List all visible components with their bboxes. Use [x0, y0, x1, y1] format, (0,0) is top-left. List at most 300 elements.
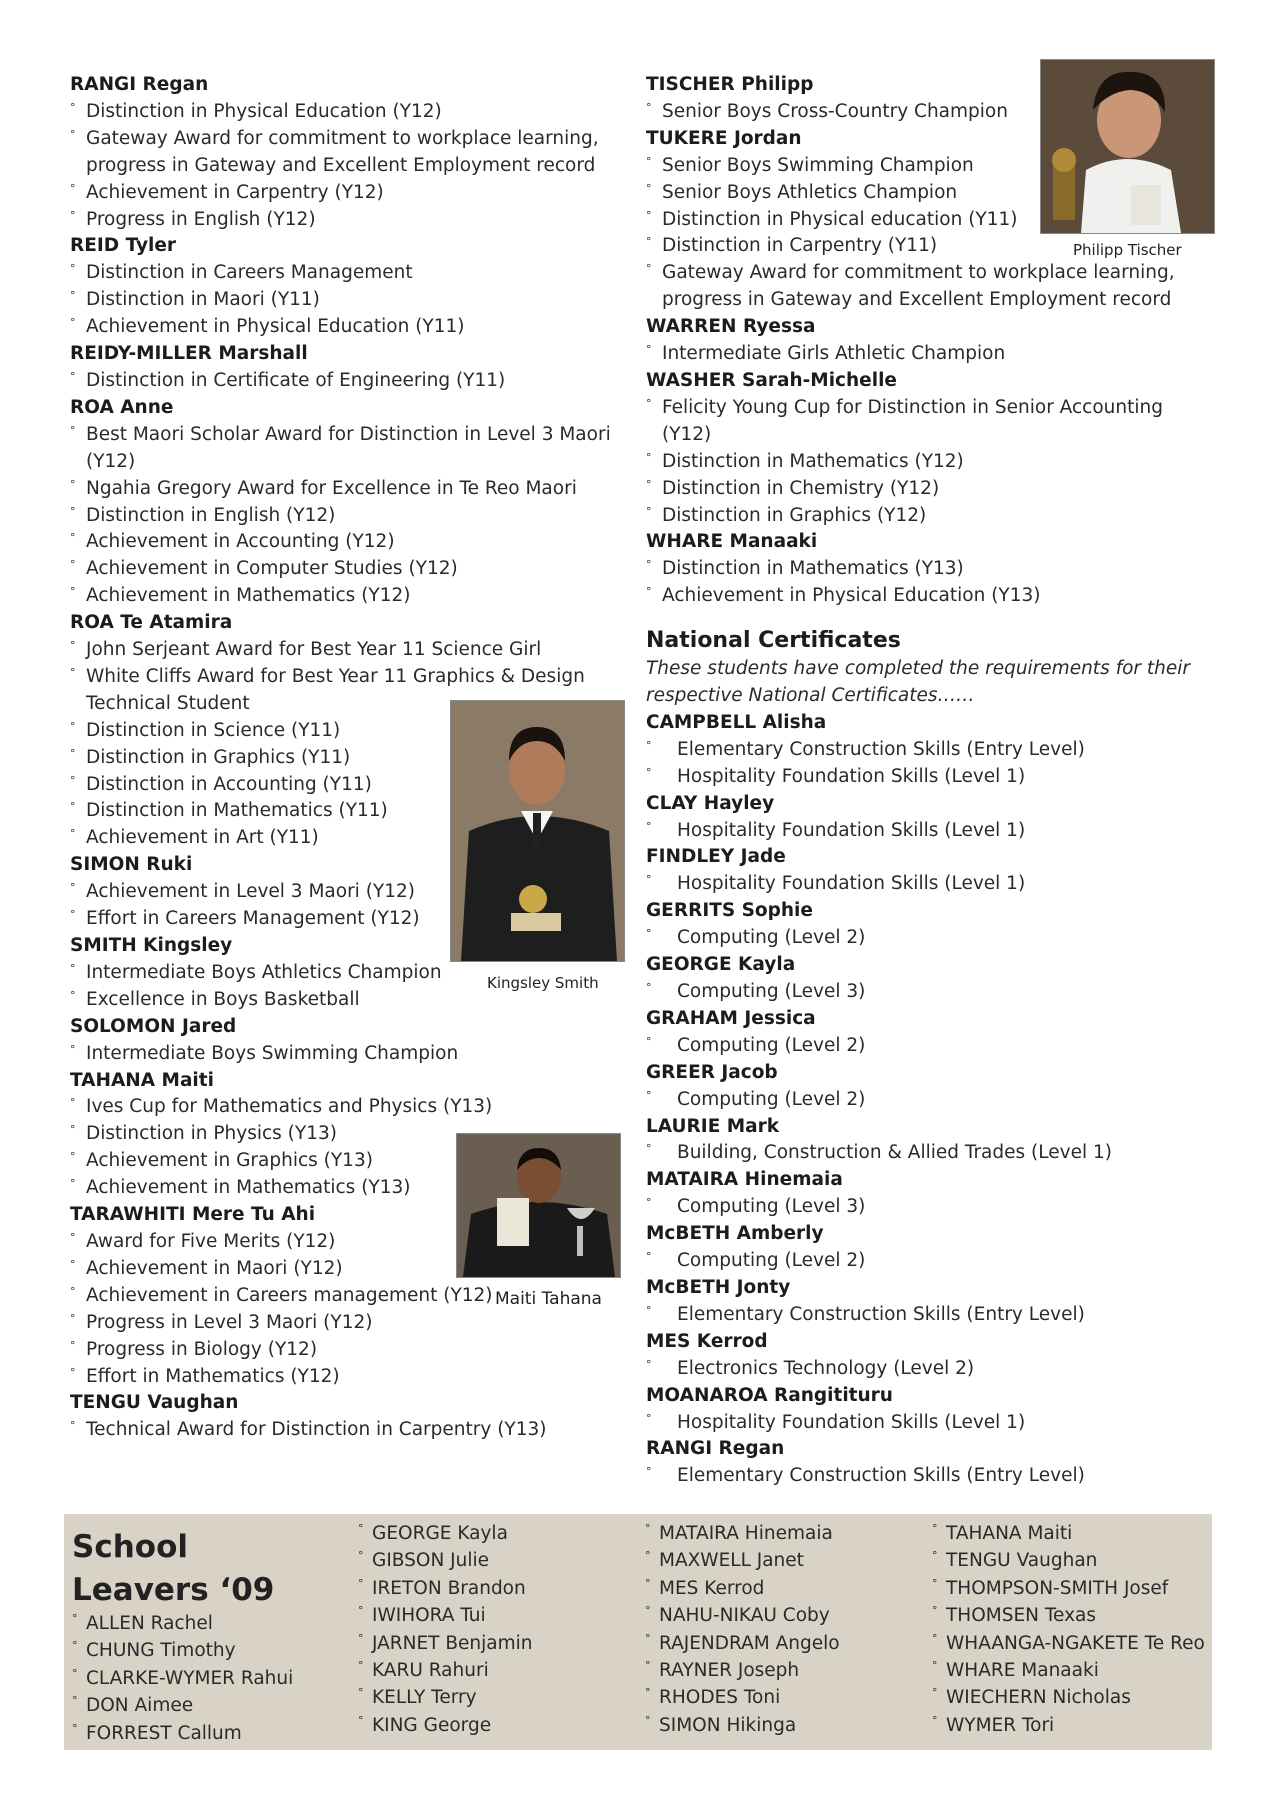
award-item-text: Intermediate Girls Athletic Champion — [662, 343, 1006, 365]
award-item-text: Distinction in Mathematics (Y13) — [662, 558, 964, 580]
leaver-name: KELLY Terry — [372, 1687, 477, 1709]
bullet-icon: ° — [358, 1604, 364, 1618]
certificate-item-text: Computing (Level 2) — [677, 1034, 866, 1056]
bullet-icon: ° — [70, 1284, 76, 1298]
leaver-item — [358, 1547, 533, 1574]
leaver-name: RHODES Toni — [659, 1687, 781, 1709]
award-item — [70, 1337, 630, 1364]
bullet-icon: ° — [645, 1576, 651, 1590]
leaver-item — [645, 1547, 840, 1574]
student-name: MOANAROA Rangitituru — [646, 1384, 893, 1406]
bullet-icon: ° — [70, 1311, 76, 1325]
bullet-icon: ° — [72, 1639, 78, 1653]
leaver-item — [932, 1575, 1205, 1602]
student-name: McBETH Amberly — [646, 1223, 824, 1245]
bullet-icon: ° — [932, 1686, 938, 1700]
bullet-icon: ° — [646, 1357, 652, 1371]
award-item — [70, 180, 630, 207]
student-name: REIDY-MILLER Marshall — [70, 343, 308, 365]
certificate-item-text: Hospitality Foundation Skills (Level 1) — [677, 765, 1026, 787]
leaver-name: RAJENDRAM Angelo — [659, 1632, 840, 1654]
student-name: CAMPBELL Alisha — [646, 711, 827, 733]
bullet-icon: ° — [646, 873, 652, 887]
bullet-icon: ° — [646, 738, 652, 752]
bullet-icon: ° — [70, 908, 76, 922]
bullet-icon: ° — [70, 477, 76, 491]
bullet-icon: ° — [70, 1419, 76, 1433]
bullet-icon: ° — [646, 585, 652, 599]
award-item — [646, 556, 1206, 583]
bullet-icon: ° — [70, 369, 76, 383]
bullet-icon: ° — [645, 1549, 651, 1563]
award-item — [70, 1417, 630, 1444]
bullet-icon: ° — [932, 1549, 938, 1563]
award-item-text: Distinction in Carpentry (Y11) — [662, 235, 938, 257]
award-item-text: Gateway Award for commitment to workplace learning, progress in Gateway and Excellent Employment record — [86, 127, 599, 176]
certificate-item-text: Electronics Technology (Level 2) — [677, 1357, 975, 1379]
leaver-item — [72, 1692, 293, 1719]
leaver-item — [358, 1712, 533, 1739]
student-name: MATAIRA Hinemaia — [646, 1169, 843, 1191]
bullet-icon: ° — [645, 1686, 651, 1700]
bullet-icon: ° — [646, 208, 652, 222]
certificate-item — [646, 818, 1206, 845]
school-leavers-title-line2: Leavers ‘09 — [72, 1572, 275, 1608]
bullet-icon: ° — [70, 881, 76, 895]
award-item-text: Award for Five Merits (Y12) — [86, 1230, 336, 1252]
bullet-icon: ° — [358, 1686, 364, 1700]
bullet-icon: ° — [70, 961, 76, 975]
award-item-text: Felicity Young Cup for Distinction in Senior Accounting (Y12) — [662, 396, 1163, 445]
award-item — [646, 476, 1206, 503]
bullet-icon: ° — [646, 154, 652, 168]
student-name: WARREN Ryessa — [646, 316, 816, 338]
student-name: WHARE Manaaki — [646, 531, 818, 553]
bullet-icon: ° — [70, 181, 76, 195]
bullet-icon: ° — [70, 639, 76, 653]
leaver-name: FORREST Callum — [86, 1722, 242, 1744]
leaver-name: KING George — [372, 1714, 492, 1736]
bullet-icon: ° — [72, 1721, 78, 1735]
leaver-item — [932, 1520, 1205, 1547]
student-name: RANGI Regan — [70, 74, 209, 95]
bullet-icon: ° — [646, 1303, 652, 1317]
leaver-name: WIECHERN Nicholas — [946, 1687, 1131, 1709]
bullet-icon: ° — [358, 1713, 364, 1727]
maiti-tahana-photo — [456, 1133, 621, 1278]
certificate-item — [646, 1356, 1206, 1383]
award-item-text: Distinction in Mathematics (Y12) — [662, 450, 964, 472]
bullet-icon: ° — [70, 504, 76, 518]
award-item-text: Achievement in Level 3 Maori (Y12) — [86, 881, 415, 903]
leaver-name: SIMON Hikinga — [659, 1714, 797, 1736]
bullet-icon: ° — [646, 100, 652, 114]
student-name: McBETH Jonty — [646, 1276, 791, 1298]
award-item-text: Achievement in Graphics (Y13) — [86, 1150, 373, 1172]
award-item — [70, 583, 630, 610]
leaver-name: ALLEN Rachel — [86, 1613, 213, 1634]
award-item-text: Senior Boys Athletics Champion — [662, 181, 958, 203]
bullet-icon: ° — [358, 1549, 364, 1563]
leaver-name: MES Kerrod — [659, 1577, 765, 1599]
bullet-icon: ° — [70, 988, 76, 1002]
certificate-item — [646, 1410, 1206, 1437]
leaver-item — [645, 1575, 840, 1602]
leaver-item — [72, 1665, 293, 1692]
bullet-icon: ° — [932, 1576, 938, 1590]
award-item-text: John Serjeant Award for Best Year 11 Science Girl — [86, 639, 542, 661]
bullet-icon: ° — [932, 1604, 938, 1618]
bullet-icon: ° — [358, 1659, 364, 1673]
award-item-text: Ives Cup for Mathematics and Physics (Y13) — [86, 1096, 493, 1118]
leaver-item — [645, 1657, 840, 1684]
student-name: CLAY Hayley — [646, 792, 775, 814]
certificate-item-text: Hospitality Foundation Skills (Level 1) — [677, 873, 1026, 895]
certificate-item — [646, 1087, 1206, 1114]
certificate-item — [646, 1302, 1206, 1329]
bullet-icon: ° — [70, 100, 76, 114]
award-item-text: Distinction in Accounting (Y11) — [86, 773, 372, 795]
award-item — [646, 341, 1206, 368]
certificate-item — [646, 871, 1206, 898]
award-item — [70, 1094, 630, 1121]
award-item — [70, 314, 630, 341]
award-item — [70, 1041, 630, 1068]
leavers-column-4 — [932, 1520, 1205, 1739]
bullet-icon: ° — [72, 1666, 78, 1680]
certificate-item-text: Hospitality Foundation Skills (Level 1) — [677, 1411, 1026, 1433]
leaver-name: RAYNER Joseph — [659, 1660, 800, 1682]
award-item — [70, 422, 630, 476]
bullet-icon: ° — [70, 665, 76, 679]
award-item — [70, 1364, 630, 1391]
award-item — [70, 207, 630, 234]
certificate-item-text: Elementary Construction Skills (Entry Level) — [677, 1465, 1085, 1487]
school-leavers-box — [64, 1514, 1212, 1750]
bullet-icon: ° — [70, 585, 76, 599]
right-column — [646, 72, 1206, 1490]
bullet-icon: ° — [70, 746, 76, 760]
award-item — [646, 260, 1206, 314]
bullet-icon: ° — [646, 504, 652, 518]
student-name: RANGI Regan — [646, 1438, 785, 1460]
bullet-icon: ° — [646, 765, 652, 779]
certificate-item-text: Elementary Construction Skills (Entry Level) — [677, 738, 1085, 760]
leaver-name: THOMPSON-SMITH Josef — [946, 1577, 1169, 1599]
maiti-tahana-image — [457, 1134, 620, 1277]
award-item — [70, 1310, 630, 1337]
leaver-item — [72, 1720, 293, 1747]
certificate-item-text: Computing (Level 3) — [677, 981, 866, 1002]
bullet-icon: ° — [932, 1713, 938, 1727]
bullet-icon: ° — [646, 343, 652, 357]
bullet-icon: ° — [70, 719, 76, 733]
leaver-item — [358, 1520, 533, 1547]
award-item-text: Intermediate Boys Athletics Champion — [86, 961, 442, 983]
bullet-icon: ° — [70, 773, 76, 787]
bullet-icon: ° — [645, 1604, 651, 1618]
student-name: REID Tyler — [70, 235, 177, 257]
bullet-icon: ° — [646, 1034, 652, 1048]
student-name: TUKERE Jordan — [646, 127, 802, 149]
bullet-icon: ° — [358, 1631, 364, 1645]
leaver-item — [932, 1657, 1205, 1684]
award-item-text: Ngahia Gregory Award for Excellence in Te Reo Maori — [86, 477, 577, 499]
bullet-icon: ° — [70, 289, 76, 303]
award-item-text: Distinction in Graphics (Y12) — [662, 504, 927, 526]
leaver-item — [932, 1602, 1205, 1629]
award-item-text: Distinction in Mathematics (Y11) — [86, 800, 388, 822]
award-item-text: Distinction in Careers Management — [86, 262, 413, 284]
bullet-icon: ° — [70, 1042, 76, 1056]
student-name: TISCHER Philipp — [646, 74, 814, 95]
award-item — [70, 99, 630, 126]
award-item-text: Achievement in Maori (Y12) — [86, 1257, 343, 1279]
award-item-text: White Cliffs Award for Best Year 11 Graphics & Design Technical Student — [86, 665, 585, 714]
leaver-item — [358, 1630, 533, 1657]
kingsley-smith-caption: Kingsley Smith — [487, 974, 599, 992]
award-item — [646, 395, 1206, 449]
student-name: SIMON Ruki — [70, 854, 193, 876]
leaver-item — [645, 1630, 840, 1657]
certificate-item — [646, 1033, 1206, 1060]
award-item-text: Achievement in Mathematics (Y12) — [86, 585, 411, 607]
award-item-text: Intermediate Boys Swimming Champion — [86, 1042, 459, 1064]
certificate-item-text: Computing (Level 2) — [677, 1088, 866, 1110]
award-item-text: Achievement in Accounting (Y12) — [86, 531, 395, 553]
award-item-text: Best Maori Scholar Award for Distinction in Level 3 Maori (Y12) — [86, 423, 611, 472]
bullet-icon: ° — [646, 1142, 652, 1156]
student-name: SMITH Kingsley — [70, 935, 233, 956]
bullet-icon: ° — [932, 1522, 938, 1535]
bullet-icon: ° — [646, 1088, 652, 1102]
award-item — [70, 637, 630, 664]
kingsley-smith-photo — [450, 700, 625, 962]
bullet-icon: ° — [70, 423, 76, 437]
leaver-name: MAXWELL Janet — [659, 1550, 804, 1572]
school-leavers-title — [72, 1526, 274, 1612]
philipp-tischer-image — [1041, 60, 1214, 233]
maiti-tahana-caption: Maiti Tahana — [495, 1289, 602, 1309]
certificate-item-text: Computing (Level 2) — [677, 1250, 866, 1272]
leaver-name: MATAIRA Hinemaia — [659, 1523, 833, 1544]
bullet-icon: ° — [646, 927, 652, 941]
award-item — [70, 126, 630, 180]
philipp-tischer-caption: Philipp Tischer — [1073, 241, 1182, 259]
leaver-item — [358, 1657, 533, 1684]
student-name: FINDLEY Jade — [646, 846, 786, 868]
student-name: TENGU Vaughan — [70, 1392, 239, 1414]
award-item — [646, 449, 1206, 476]
leaver-name: DON Aimee — [86, 1695, 194, 1717]
award-item-text: Distinction in English (Y12) — [86, 504, 336, 526]
leaver-item — [932, 1712, 1205, 1739]
bullet-icon: ° — [70, 827, 76, 841]
award-item-text: Distinction in Science (Y11) — [86, 719, 341, 741]
leaver-item — [645, 1712, 840, 1739]
bullet-icon: ° — [70, 558, 76, 572]
leavers-column-2 — [358, 1520, 533, 1739]
award-item — [70, 260, 630, 287]
award-item-text: Achievement in Art (Y11) — [86, 827, 319, 849]
leavers-column-1 — [72, 1610, 293, 1747]
student-name: TARAWHITI Mere Tu Ahi — [70, 1204, 316, 1226]
leaver-name: JARNET Benjamin — [372, 1632, 533, 1654]
leaver-name: IWIHORA Tui — [372, 1605, 486, 1627]
leaver-item — [645, 1684, 840, 1711]
certificate-item-text: Computing (Level 2) — [677, 927, 866, 949]
bullet-icon: ° — [645, 1631, 651, 1645]
award-item — [70, 287, 630, 314]
leaver-item — [72, 1637, 293, 1664]
award-item-text: Distinction in Physical education (Y11) — [662, 208, 1018, 230]
bullet-icon: ° — [646, 558, 652, 572]
award-item-text: Achievement in Computer Studies (Y12) — [86, 558, 458, 580]
student-name: GREER Jacob — [646, 1061, 778, 1083]
student-name: WASHER Sarah-Michelle — [646, 369, 897, 391]
bullet-icon: ° — [70, 1230, 76, 1244]
leaver-name: WYMER Tori — [946, 1714, 1055, 1736]
award-item-text: Achievement in Physical Education (Y13) — [662, 585, 1041, 607]
award-item-text: Senior Boys Cross-Country Champion — [662, 100, 1008, 122]
bullet-icon: ° — [646, 181, 652, 195]
award-item — [646, 503, 1206, 530]
award-item — [70, 476, 630, 503]
bullet-icon: ° — [72, 1612, 78, 1625]
certificate-item — [646, 1463, 1206, 1490]
student-name: GERRITS Sophie — [646, 900, 813, 922]
award-item-text: Achievement in Mathematics (Y13) — [86, 1177, 411, 1199]
certificate-item — [646, 1140, 1206, 1167]
student-name: TAHANA Maiti — [70, 1069, 214, 1091]
award-item — [70, 503, 630, 530]
bullet-icon: ° — [358, 1576, 364, 1590]
leaver-name: KARU Rahuri — [372, 1660, 489, 1682]
leavers-column-3 — [645, 1520, 840, 1739]
award-item-text: Gateway Award for commitment to workplace learning, progress in Gateway and Excellent Employment record — [662, 262, 1175, 311]
award-item-text: Distinction in Certificate of Engineering (Y11) — [86, 369, 506, 391]
leaver-item — [932, 1630, 1205, 1657]
certificate-item — [646, 737, 1206, 764]
award-item-text: Achievement in Physical Education (Y11) — [86, 316, 465, 338]
student-name: SOLOMON Jared — [70, 1015, 237, 1037]
national-certificates-title: National Certificates — [646, 628, 901, 654]
bullet-icon: ° — [646, 981, 652, 994]
leaver-item — [645, 1602, 840, 1629]
award-item-text: Distinction in Graphics (Y11) — [86, 746, 351, 768]
bullet-icon: ° — [70, 800, 76, 814]
bullet-icon: ° — [646, 396, 652, 410]
bullet-icon: ° — [70, 1150, 76, 1164]
leaver-name: WHARE Manaaki — [946, 1660, 1099, 1682]
bullet-icon: ° — [70, 316, 76, 330]
bullet-icon: ° — [358, 1522, 364, 1535]
bullet-icon: ° — [646, 1411, 652, 1425]
leaver-name: TENGU Vaughan — [946, 1550, 1098, 1572]
award-item-text: Excellence in Boys Basketball — [86, 988, 360, 1010]
bullet-icon: ° — [70, 1257, 76, 1271]
bullet-icon: ° — [932, 1631, 938, 1645]
leaver-item — [932, 1547, 1205, 1574]
student-name: LAURIE Mark — [646, 1115, 780, 1137]
award-item-text: Senior Boys Swimming Champion — [662, 154, 974, 176]
leaver-name: IRETON Brandon — [372, 1577, 526, 1599]
award-item-text: Effort in Mathematics (Y12) — [86, 1365, 340, 1387]
kingsley-smith-image — [451, 701, 624, 961]
bullet-icon: ° — [70, 1338, 76, 1352]
school-leavers-title-line1: School — [72, 1529, 188, 1565]
leaver-item — [358, 1684, 533, 1711]
award-item-text: Progress in English (Y12) — [86, 208, 316, 230]
award-item — [70, 529, 630, 556]
leaver-item — [358, 1575, 533, 1602]
leaver-name: NAHU-NIKAU Coby — [659, 1605, 830, 1627]
certificate-item-text: Hospitality Foundation Skills (Level 1) — [677, 819, 1026, 841]
leaver-name: WHAANGA-NGAKETE Te Reo — [946, 1632, 1205, 1654]
bullet-icon: ° — [72, 1694, 78, 1708]
award-item-text: Technical Award for Distinction in Carpentry (Y13) — [86, 1419, 547, 1441]
student-name: MES Kerrod — [646, 1330, 768, 1352]
bullet-icon: ° — [70, 127, 76, 141]
award-item-text: Distinction in Physics (Y13) — [86, 1123, 337, 1145]
leaver-name: GIBSON Julie — [372, 1550, 490, 1572]
award-item-text: Achievement in Carpentry (Y12) — [86, 181, 384, 203]
award-item-text: Distinction in Chemistry (Y12) — [662, 477, 940, 499]
certificate-item-text: Elementary Construction Skills (Entry Level) — [677, 1303, 1085, 1325]
award-item-text: Distinction in Physical Education (Y12) — [86, 100, 442, 122]
bullet-icon: ° — [645, 1659, 651, 1673]
award-item — [70, 368, 630, 395]
award-item — [70, 556, 630, 583]
bullet-icon: ° — [70, 1365, 76, 1379]
bullet-icon: ° — [70, 208, 76, 222]
certificate-item-text: Computing (Level 3) — [677, 1196, 866, 1218]
bullet-icon: ° — [646, 1250, 652, 1264]
student-name: ROA Anne — [70, 396, 174, 418]
award-item-text: Effort in Careers Management (Y12) — [86, 908, 420, 930]
leaver-name: CHUNG Timothy — [86, 1640, 236, 1662]
bullet-icon: ° — [646, 1196, 652, 1210]
award-item — [646, 583, 1206, 610]
leaver-name: TAHANA Maiti — [946, 1523, 1073, 1544]
bullet-icon: ° — [646, 477, 652, 491]
student-name: GRAHAM Jessica — [646, 1007, 816, 1029]
award-item-text: Progress in Level 3 Maori (Y12) — [86, 1311, 373, 1333]
bullet-icon: ° — [646, 1465, 652, 1479]
leaver-name: THOMSEN Texas — [946, 1605, 1097, 1627]
certificate-item — [646, 1194, 1206, 1221]
certificate-item — [646, 925, 1206, 952]
bullet-icon: ° — [70, 1123, 76, 1137]
award-item-text: Achievement in Careers management (Y12) — [86, 1284, 493, 1306]
bullet-icon: ° — [70, 1177, 76, 1191]
leaver-item — [932, 1684, 1205, 1711]
bullet-icon: ° — [70, 531, 76, 545]
certificate-item — [646, 1248, 1206, 1275]
award-item-text: Progress in Biology (Y12) — [86, 1338, 318, 1360]
bullet-icon: ° — [646, 819, 652, 833]
student-name: GEORGE Kayla — [646, 954, 796, 976]
certificate-item — [646, 764, 1206, 791]
leaver-name: GEORGE Kayla — [372, 1523, 508, 1544]
leaver-item — [72, 1610, 293, 1637]
certificate-item — [646, 979, 1206, 1006]
bullet-icon: ° — [932, 1659, 938, 1673]
bullet-icon: ° — [646, 262, 652, 276]
leaver-name: CLARKE-WYMER Rahui — [86, 1667, 294, 1689]
national-certificates-intro: These students have completed the requirements for their respective National Certificates…… — [646, 658, 1191, 707]
bullet-icon: ° — [70, 1096, 76, 1110]
